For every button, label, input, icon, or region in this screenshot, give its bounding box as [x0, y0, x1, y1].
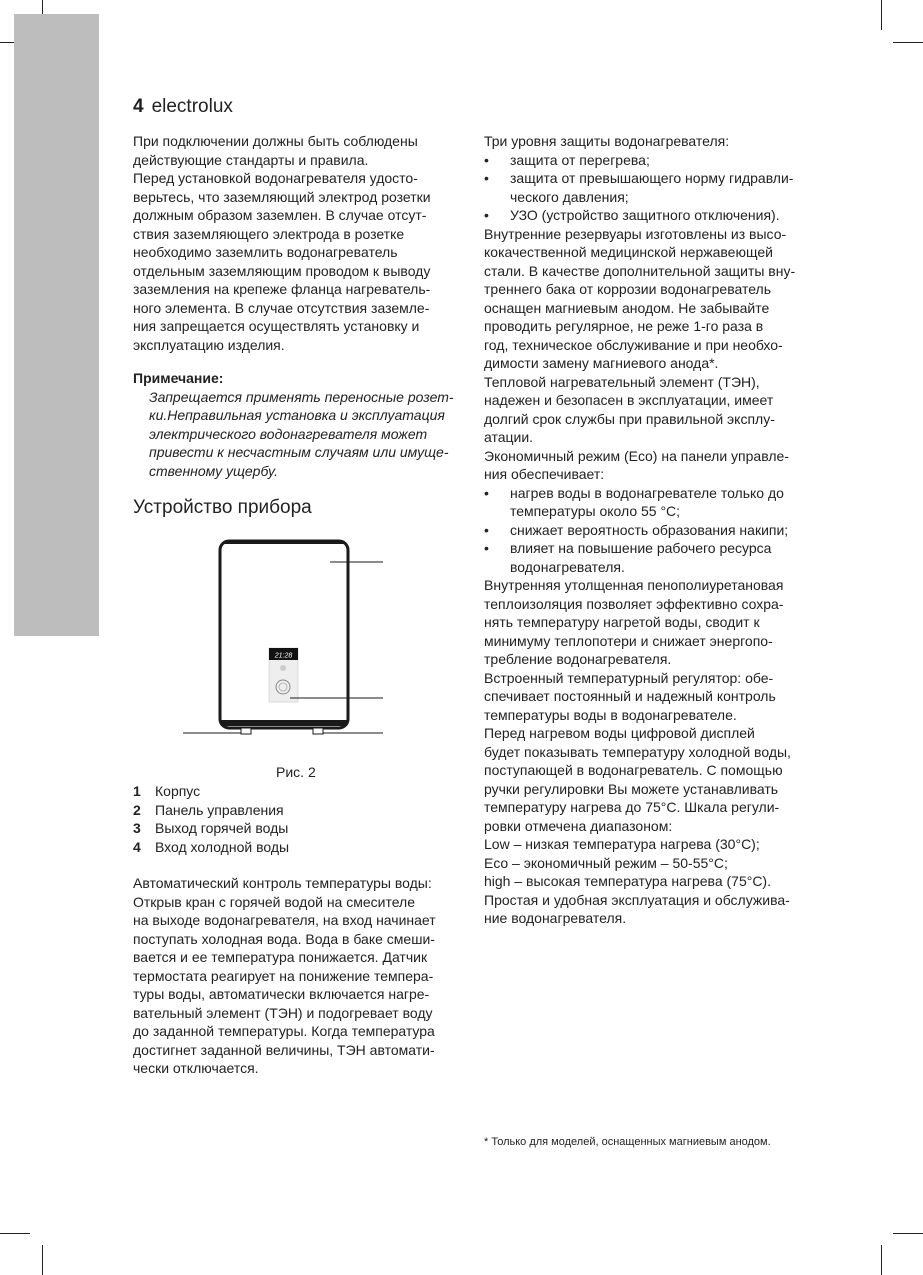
text-line: Открыв кран с горячей водой на смесителе [133, 893, 415, 910]
text-line: будет показывать температуру холодной воды, [484, 743, 791, 760]
bullet-icon: • [484, 170, 489, 186]
bullet-text: защита от перегрева; [510, 151, 650, 168]
text-line: туры воды, автоматически включается нагре- [133, 986, 430, 1002]
text-line: на выходе водонагревателя, на вход начинает [133, 912, 436, 928]
text-line: термостата реагирует на понижение темпера- [133, 967, 434, 984]
brand-name: electrolux [151, 96, 233, 117]
text-line: Перед нагревом воды цифровой дисплей [484, 725, 755, 741]
text-line: Автоматический контроль температуры воды: [133, 875, 432, 891]
bullet-icon: • [484, 540, 489, 556]
figure-legend [133, 782, 289, 856]
note-line: ственному ущербу. [149, 462, 278, 479]
text-line: Встроенный температурный регулятор: обе- [484, 669, 774, 686]
text-line: проводить регулярное, не реже 1-го раза в [484, 318, 764, 334]
bullet-icon: • [484, 151, 489, 168]
footnote: * Только для моделей, оснащенных магниевым анодом. [484, 1136, 771, 1148]
text-line: год, техническое обслуживание и при необхо- [484, 336, 783, 353]
legend-label: Корпус [155, 783, 201, 799]
legend-number: 4 [133, 838, 141, 855]
text-line: атации. [484, 429, 534, 445]
text-line: минимуму теплопотери и снижает энергопо- [484, 632, 773, 649]
text-line: чески отключается. [133, 1060, 259, 1076]
legend-number: 2 [133, 801, 141, 818]
legend-item [133, 782, 289, 801]
text-line: high – высокая температура нагрева (75°С). [484, 873, 771, 889]
legend-item [133, 801, 289, 820]
bullet-item [484, 484, 795, 503]
text-line: димости замену магниевого анода*. [484, 355, 719, 371]
text-line: должным образом заземлен. В случае отсут- [133, 207, 427, 223]
hot-water-outlet [241, 728, 251, 734]
note-line: ки.Неправильная установка и эксплуатация [149, 407, 445, 423]
text-line: ного элемента. В случае отсутствия заземле- [133, 299, 430, 316]
bullet-text: влияет на повышение рабочего ресурса [510, 540, 772, 556]
text-line: верьтесь, что заземляющий электрод розетки [133, 188, 431, 205]
text-line: вательный элемент (ТЭН) и подогревает воду [133, 1004, 433, 1021]
text-line: водонагревателя. [510, 558, 625, 575]
power-button [280, 665, 286, 671]
note-line: Запрещается применять переносные розет- [149, 388, 454, 405]
text-line: Eco – экономичный режим – 50-55°С; [484, 854, 728, 871]
legend-number: 3 [133, 820, 141, 836]
text-line: до заданной температуры. Когда температура [133, 1023, 435, 1039]
page-number: 4 [133, 96, 144, 117]
note-line: электрического водонагревателя может [149, 425, 428, 442]
auto-control-paragraph [133, 874, 436, 1078]
text-line: Low – низкая температура нагрева (30°С); [484, 836, 760, 852]
bullet-text: снижает вероятность образования накипи; [510, 521, 789, 538]
legend-label: Вход холодной воды [155, 838, 290, 855]
cold-water-inlet [313, 728, 323, 734]
text-line: ния обеспечивает: [484, 466, 605, 482]
text-line: Внутренняя утолщенная пенополиуретановая [484, 577, 784, 593]
heater-bottom-band [221, 720, 347, 726]
bullet-item [484, 539, 795, 558]
text-line: долгий срок службы при правильной эксплу- [484, 410, 775, 427]
note-line: привести к несчастным случаям или имуще- [149, 444, 449, 460]
legend-item [133, 838, 289, 857]
bullet-icon: • [484, 484, 489, 501]
text-line: достигнет заданной величины, ТЭН автомати- [133, 1041, 435, 1058]
text-line: ческого давления; [510, 188, 629, 205]
text-line: поступать холодная вода. Вода в баке смеши- [133, 930, 435, 947]
text-line: Три уровня защиты водонагревателя: [484, 133, 730, 149]
bullet-text: нагрев воды в водонагревателе только до [510, 484, 784, 501]
bullet-item [484, 151, 795, 170]
bullet-item [484, 521, 795, 540]
text-line: ние водонагревателя. [484, 910, 627, 926]
text-line: стали. В качестве дополнительной защиты вну- [484, 262, 796, 279]
text-line: спечивает постоянный и надежный контроль [484, 688, 776, 704]
text-line: треннего бака от коррозии водонагреватель [484, 281, 772, 297]
legend-item [133, 819, 289, 838]
text-line: температуру нагрева до 75°С. Шкала регули- [484, 799, 780, 815]
text-line: вается и ее температура понижается. Датчик [133, 949, 428, 965]
text-line: Перед установкой водонагревателя удосто- [133, 170, 418, 186]
text-line: необходимо заземлить водонагреватель [133, 244, 398, 260]
legend-label: Выход горячей воды [155, 820, 289, 836]
text-line: Тепловой нагревательный элемент (ТЭН), [484, 373, 760, 390]
text-line: требление водонагревателя. [484, 651, 672, 667]
text-line: ствия заземляющего электрода в розетке [133, 225, 405, 242]
text-line: Экономичный режим (Eco) на панели управле- [484, 447, 789, 464]
heater-top-band [224, 541, 344, 544]
text-line: действующие стандарты и правила. [133, 151, 369, 168]
text-line: Внутренние резервуары изготовлены из высо- [484, 225, 787, 242]
text-line: эксплуатацию изделия. [133, 336, 285, 353]
bullet-text: защита от превышающего норму гидравли- [510, 170, 794, 186]
text-line: ния запрещается осуществлять установку и [133, 318, 420, 334]
text-line: надежен и безопасен в эксплуатации, имеет [484, 392, 774, 408]
legend-label: Панель управления [155, 801, 284, 818]
text-line: отдельным заземляющим проводом к выводу [133, 262, 431, 279]
text-line: заземления на крепеже фланца нагреватель- [133, 281, 431, 297]
text-line: кокачественной медицинской нержавеющей [484, 244, 773, 260]
text-line: оснащен магниевым анодом. Не забывайте [484, 299, 770, 316]
figure-caption: Рис. 2 [276, 764, 316, 780]
text-line: При подключении должны быть соблюдены [133, 133, 418, 149]
text-line: температуры около 55 °С; [510, 503, 681, 519]
bullet-icon: • [484, 207, 489, 223]
display-readout: 21:28 [274, 652, 293, 660]
note-title: Примечание: [133, 370, 224, 386]
bullet-item [484, 206, 795, 225]
bullet-text: УЗО (устройство защитного отключения). [510, 207, 780, 223]
text-line: ручки регулировки Вы можете устанавливать [484, 780, 779, 797]
bullet-icon: • [484, 521, 489, 538]
text-line: поступающей в водонагреватель. С помощью [484, 762, 783, 778]
bullet-item [484, 169, 795, 188]
text-line: ровки отмечена диапазоном: [484, 817, 673, 834]
right-column [484, 132, 795, 928]
section-heading: Устройство прибора [133, 497, 312, 518]
text-line: нять температуру нагретой воды, сводит к [484, 614, 760, 630]
text-line: температуры воды в водонагревателе. [484, 706, 737, 723]
text-line: теплоизоляция позволяет эффективно сохра- [484, 595, 784, 612]
text-line: Простая и удобная эксплуатация и обслужива- [484, 891, 790, 908]
legend-number: 1 [133, 783, 141, 799]
